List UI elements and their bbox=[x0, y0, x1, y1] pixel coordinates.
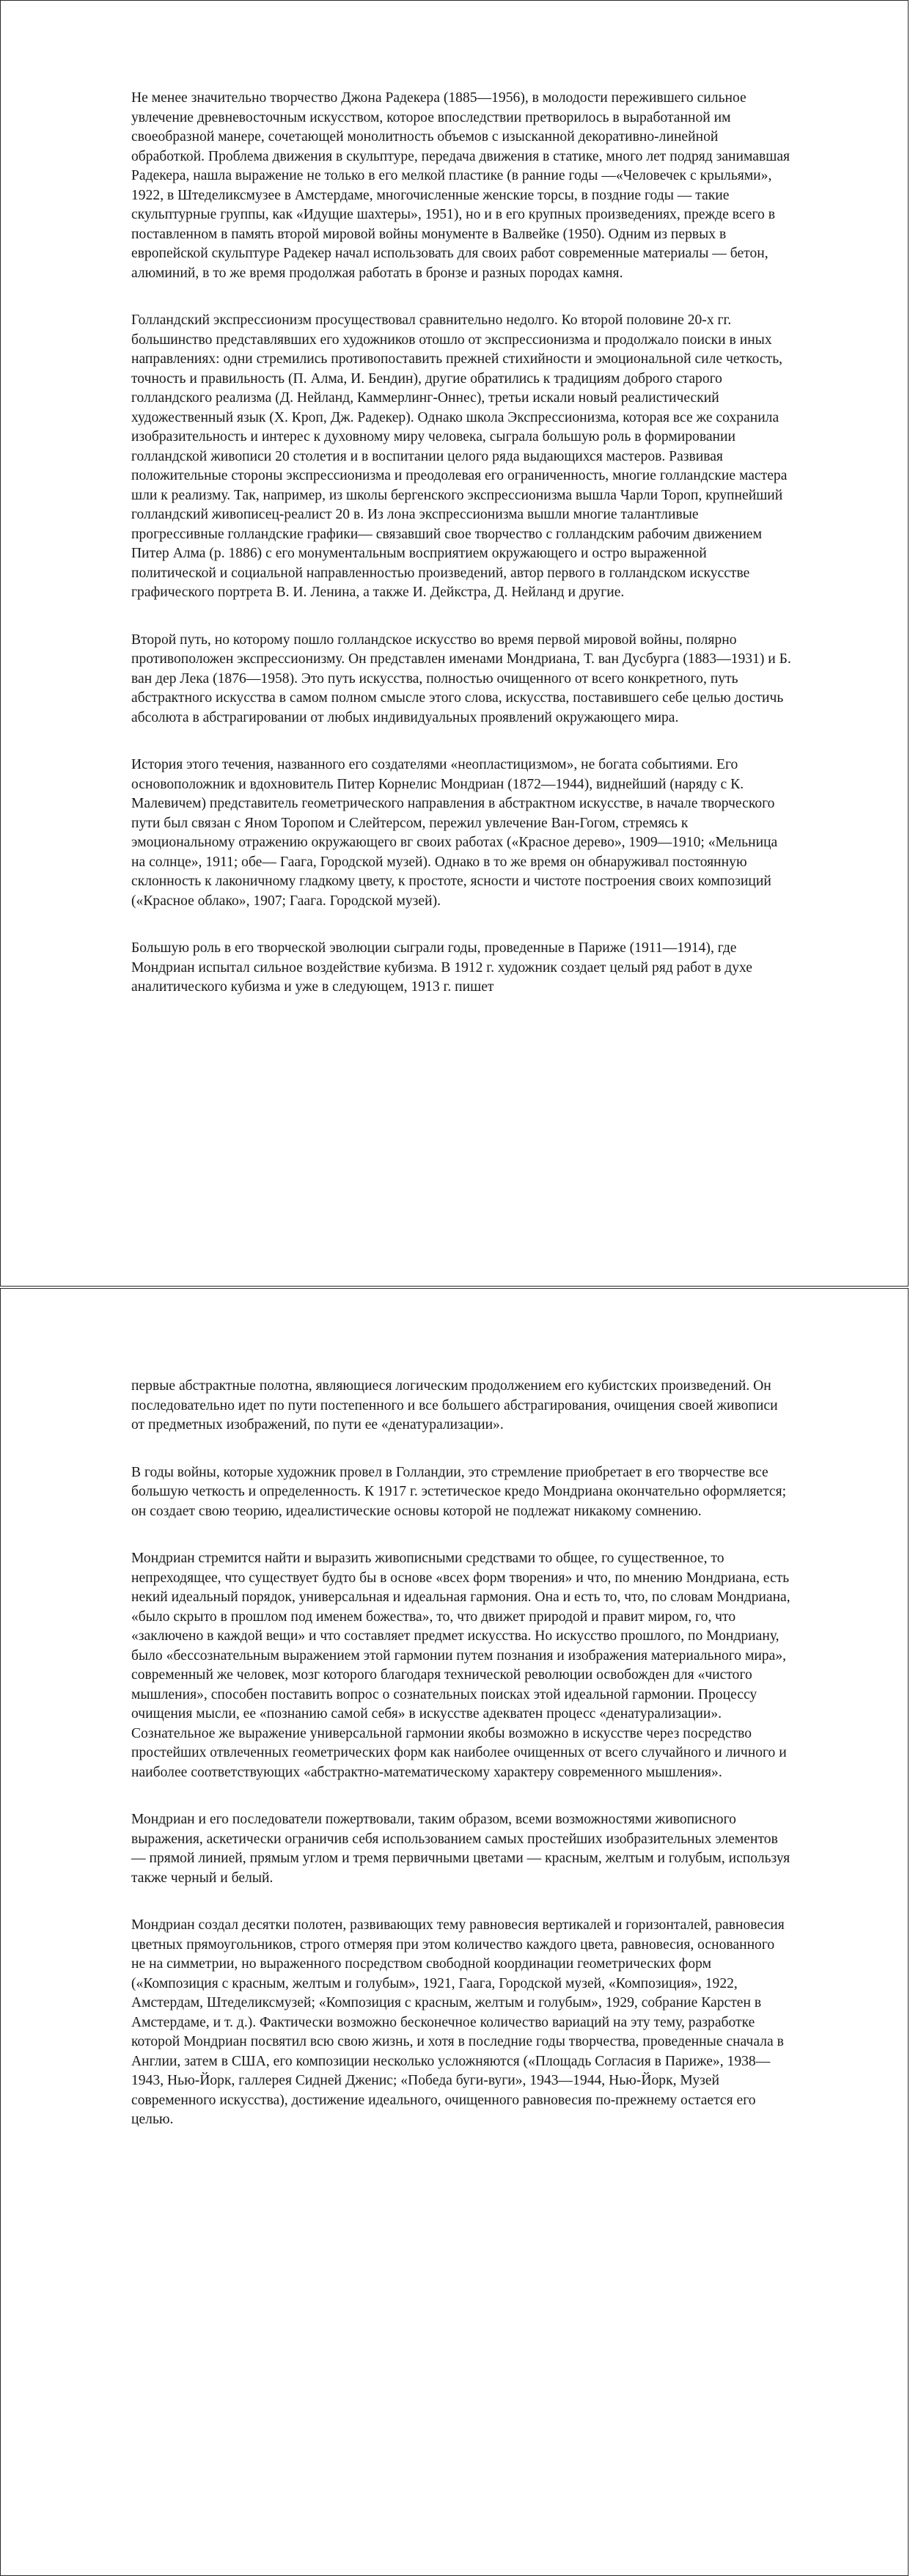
paragraph-radeker: Не менее значительно творчество Джона Радекера (1885—1956), в молодости пережившего сильное увлечение древневосточным искусством, которое впоследствии претворилось в выработанной им своеобразной манере, сочетающей монолитность объемов с изысканной декоративно-линейной обработкой. Проблема движения в скульптуре, передача движения в статике, много лет подряд занимавшая Радекера, нашла выражение не только в его мелкой пластике (в ранние годы —«Человечек с крыльями», 1922, в Штеделиксмузее в Амстердаме, многочисленные женские торсы, в поздние годы — такие скульптурные группы, как «Идущие шахтеры», 1951), но и в его крупных произведениях, прежде всего в поставленном в память второй мировой войны монументе в Валвейке (1950). Одним из первых в европейской скульптуре Радекер начал использовать для своих работ современные материалы — бетон, алюминий, в то же время продолжая работать в бронзе и разных породах камня. bbox=[131, 90, 790, 281]
paragraph-neoplasticism-history: История этого течения, названного его создателями «неопластицизмом», не богата событиями. Его основоположник и вдохновитель Питер Корнелис Мондриан (1872—1944), виднейший (наряду с К. Малевичем) представитель геометрического направления в абстрактном искусстве, в начале творческого пути был связан с Яном Торопом и Слейтерсом, пережил увлечение Ван-Гогом, стремясь к эмоциональному отражению окружающего вг своих работах («Красное дерево», 1909—1910; «Мельница на солнце», 1911; обе— Гаага, Городской музей). Однако в то же время он обнаруживал постоянную склонность к лаконичному гладкому цвету, к простоте, ясности и чистоте построения своих композиций («Красное облако», 1907; Гаага. Городской музей). bbox=[131, 757, 778, 909]
paragraph-mondrian-theory: Мондриан стремится найти и выразить живописными средствами то общее, го существенное, то непреходящее, что существует будто бы в основе «всех форм творения» и что, по мнению Мондриана, есть некий идеальный порядок, универсальная и идеальная гармония. Она и есть то, что, по словам Мондриана, «было скрыто в прошлом под именем божества», то, что движет природой и правит миром, го, что «заключено в каждой вещи» и что составляет предмет искусства. Но искусство прошлого, по Мондриану, было «бессознательным выражением этой гармонии путем познания и изображения материального мира», современный же человек, мозг которого благодаря технической революции освобожден для «чистого мышления», способен поставить вопрос о сознательных поисках этой идеальной гармонии. Процессу очищения мысли, ее «познанию самой себя» в искусстве адекватен процесс «денатурализации». Сознательное же выражение универсальной гармонии якобы возможно в искусстве через посредство простейших отвлеченных геометрических форм как наиболее очищенных от всего случайного и личного и наиболее соответствующих «абстрактно-математическому характеру современного мышления». bbox=[131, 1551, 790, 1780]
page-1-text bbox=[131, 89, 791, 998]
paragraph-war-years: В годы войны, которые художник провел в Голландии, это стремление приобретает в его творчестве все большую четкость и определенность. К 1917 г. эстетическое кредо Мондриана окончательно оформляется; он создает свою теорию, идеалистические основы которой не подлежат никакому сомнению. bbox=[131, 1464, 787, 1519]
page-1 bbox=[0, 0, 909, 1287]
page-2 bbox=[0, 1288, 909, 2576]
paragraph-elements: Мондриан и его последователи пожертвовали, таким образом, всеми возможностями живописного выражения, аскетически ограничив себя использованием самых простейших изобразительных элементов — прямой линией, прямым углом и тремя первичными цветами — красным, желтым и голубым, используя также черный и белый. bbox=[131, 1812, 790, 1886]
page-2-text bbox=[131, 1377, 791, 2130]
paragraph-second-path: Второй путь, но которому пошло голландское искусство во время первой мировой войны, полярно противоположен экспрессионизму. Он представлен именами Мондриана, Т. ван Дусбурга (1883—1931) и Б. ван дер Лека (1876—1958). Это путь искусства, полностью очищенного от всего конкретного, путь абстрактного искусства в самом полном смысле этого слова, искусства, поставившего себе целью достичь абсолюта в абстрагировании от любых индивидуальных проявлений окружающего мира. bbox=[131, 632, 791, 725]
paragraph-paris-years: Большую роль в его творческой эволюции сыграли годы, проведенные в Париже (1911—1914), где Мондриан испытал сильное воздействие кубизма. В 1912 г. художник создает целый ряд работ в духе аналитического кубизма и уже в следующем, 1913 г. пишет bbox=[131, 940, 753, 995]
paragraph-compositions: Мондриан создал десятки полотен, развивающих тему равновесия вертикалей и горизонталей, равновесия цветных прямоугольников, строго отмеряя при этом количество каждого цвета, равновесия, основанного не на симметрии, но выраженного посредством свободной координации геометрических форм («Композиция с красным, желтым и голубым», 1921, Гаага, Городской музей, «Композиция», 1922, Амстердам, Штеделиксмузей; «Композиция с красным, желтым и голубым», 1929, собрание Карстен в Амстердаме, и т. д.). Фактически возможно бесконечное количество вариаций на эту тему, разработке которой Мондриан посвятил всю свою жизнь, и хотя в последние годы творчества, проведенные сначала в Англии, затем в США, его композиции несколько усложняются («Площадь Согласия в Париже», 1938—1943, Нью-Йорк, галлерея Сидней Дженис; «Победа буги-вуги», 1943—1944, Нью-Йорк, Музей современного искусства), достижение идеального, очищенного равновесия по-прежнему остается его целью. bbox=[131, 1917, 785, 2127]
paragraph-first-abstract: первые абстрактные полотна, являющиеся логическим продолжением его кубистских произведений. Он последовательно идет по пути постепенного и все большего абстрагирования, очищения своей живописи от предметных изображений, по пути ее «денатурализации». bbox=[131, 1378, 778, 1432]
paragraph-dutch-expressionism: Голландский экспрессионизм просуществовал сравнительно недолго. Ко второй половине 20-х гг. большинство представлявших его художников отошло от экспрессионизма и продолжало поиски в иных направлениях: одни стремились противопоставить прежней стихийности и эмоциональной силе четкость, точность и правильность (П. Алма, И. Бендин), другие обратились к традициям доброго старого голландского реализма (Д. Нейланд, Каммерлинг-Оннес), третьи искали новый реалистический художественный язык (X. Кроп, Дж. Радекер). Однако школа Экспрессионизма, которая все же сохранила изобразительность и интерес к духовному миру человека, сыграла большую роль в формировании голландской живописи 20 столетия и в воспитании целого ряда выдающихся мастеров. Развивая положительные стороны экспрессионизма и преодолевая его ограниченность, многие голландские мастера шли к реализму. Так, например, из школы бергенского экспрессионизма вышла Чарли Тороп, крупнейший голландский живописец-реалист 20 в. Из лона экспрессионизма вышли многие талантливые прогрессивные голландские графики— связавший свое творчество с голландским рабочим движением Питер Алма (р. 1886) с его монументальным восприятием окружающего и остро выраженной политической и социальной направленностью произведений, автор первого в голландском искусстве графического портрета В. И. Ленина, а также И. Дейкстра, Д. Нейланд и другие. bbox=[131, 312, 788, 600]
